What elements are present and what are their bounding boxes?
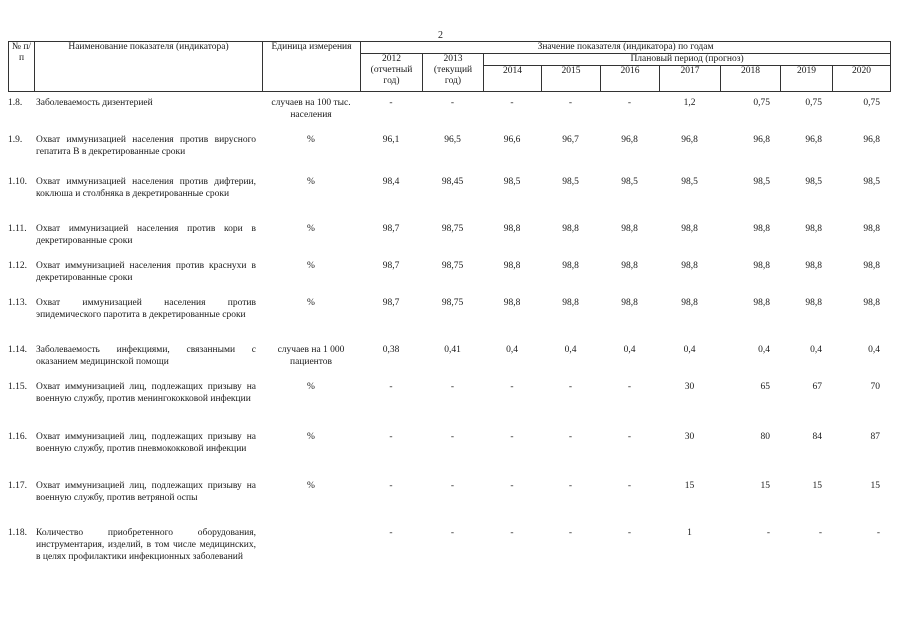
indicator-name: Охват иммунизацией лиц, подлежащих призыву на военную службу, против пневмококковой инфекции: [36, 432, 256, 454]
value-cell: 1: [687, 528, 692, 538]
value-cell: -: [818, 528, 822, 538]
value-cell: 65: [760, 382, 770, 392]
value-cell: -: [876, 528, 880, 538]
value-cell: -: [568, 481, 573, 491]
value-cell: 98,8: [681, 298, 698, 308]
page-number: 2: [438, 30, 443, 41]
unit-cell: %: [307, 432, 315, 442]
value-cell: 98,8: [621, 224, 638, 234]
header-year: 2019: [781, 66, 833, 92]
value-cell: -: [389, 481, 393, 491]
value-cell: 96,6: [503, 135, 521, 145]
unit-cell: %: [307, 135, 315, 145]
value-cell: 0,41: [444, 345, 461, 355]
value-cell: 0,75: [753, 98, 770, 108]
table-row: [8, 297, 890, 344]
value-cell: 98,8: [681, 224, 698, 234]
value-cell: 0,4: [683, 345, 696, 355]
indicator-name: Охват иммунизацией населения против краснухи в декретированные сроки: [36, 261, 256, 283]
indicator-table: [8, 97, 890, 587]
unit-cell: %: [307, 298, 315, 308]
unit-cell: случаев на 1 000 пациентов: [277, 345, 345, 367]
row-number: 1.13.: [8, 298, 27, 308]
value-cell: -: [450, 528, 455, 538]
value-cell: 96,5: [444, 135, 461, 145]
value-cell: 98,8: [503, 298, 521, 308]
row-number: 1.12.: [8, 261, 27, 271]
row-number: 1.17.: [8, 481, 27, 491]
value-cell: 98,8: [562, 261, 579, 271]
table-row: [8, 480, 890, 527]
table-row: [8, 134, 890, 176]
unit-cell: %: [307, 261, 315, 271]
value-cell: -: [450, 98, 455, 108]
value-cell: 96,7: [562, 135, 579, 145]
value-cell: 98,7: [382, 224, 400, 234]
table-row: [8, 223, 890, 260]
header-2013: 2013 (текущий год): [423, 54, 484, 92]
table-row: [8, 527, 890, 587]
unit-cell: %: [307, 177, 315, 187]
unit-cell: [262, 527, 360, 587]
value-cell: 98,8: [621, 298, 638, 308]
value-cell: 0,75: [805, 98, 822, 108]
row-number: 1.8.: [8, 98, 23, 108]
row-number: 1.18.: [8, 528, 27, 538]
value-cell: 98,7: [382, 261, 400, 271]
value-cell: 96,8: [753, 135, 770, 145]
value-cell: 98,4: [382, 177, 400, 187]
value-cell: 98,75: [441, 261, 464, 271]
row-number: 1.14.: [8, 345, 27, 355]
value-cell: -: [389, 528, 393, 538]
value-cell: 98,8: [753, 261, 770, 271]
value-cell: 30: [684, 382, 695, 392]
value-cell: 98,8: [863, 224, 880, 234]
value-cell: -: [568, 382, 573, 392]
indicator-name: Охват иммунизацией населения против дифтерии, коклюша и столбняка в декретированные сроки: [36, 177, 256, 199]
value-cell: 1,2: [683, 98, 696, 108]
value-cell: 98,5: [681, 177, 698, 187]
value-cell: 15: [870, 481, 880, 491]
value-cell: 98,5: [562, 177, 579, 187]
header-year: 2020: [833, 66, 891, 92]
unit-cell: %: [307, 481, 315, 491]
row-number: 1.11.: [8, 224, 27, 234]
value-cell: 80: [760, 432, 770, 442]
table-row: [8, 381, 890, 431]
row-number: 1.10.: [8, 177, 27, 187]
indicator-name: Охват иммунизацией населения против вирусного гепатита В в декретированные сроки: [36, 135, 256, 157]
value-cell: 98,5: [753, 177, 770, 187]
indicator-name: Заболеваемость дизентерией: [36, 98, 153, 108]
indicator-name: Охват иммунизацией населения против кори в декретированные сроки: [36, 224, 256, 246]
header-num: № п/п: [9, 42, 35, 92]
value-cell: -: [568, 432, 573, 442]
value-cell: -: [389, 382, 393, 392]
value-cell: -: [627, 481, 632, 491]
unit-cell: %: [307, 224, 315, 234]
value-cell: 70: [870, 382, 880, 392]
value-cell: -: [627, 528, 632, 538]
value-cell: 98,5: [805, 177, 822, 187]
value-cell: -: [766, 528, 770, 538]
value-cell: -: [510, 528, 514, 538]
indicator-name: Количество приобретенного оборудования, инструментария, изделий, в том числе медицинских, в целях профилактики инфекционных заболеваний: [36, 528, 256, 562]
value-cell: -: [627, 98, 632, 108]
indicator-name: Охват иммунизацией лиц, подлежащих призыву на военную службу, против менингококковой инфекции: [36, 382, 256, 404]
value-cell: 98,8: [805, 298, 822, 308]
value-cell: 0,4: [506, 345, 518, 355]
value-cell: -: [510, 481, 514, 491]
value-cell: -: [627, 432, 632, 442]
header-name: Наименование показателя (индикатора): [35, 42, 263, 92]
table-row: [8, 176, 890, 223]
row-number: 1.15.: [8, 382, 27, 392]
value-cell: -: [450, 382, 455, 392]
value-cell: 15: [760, 481, 770, 491]
header-unit: Единица измерения: [263, 42, 361, 92]
value-cell: 98,7: [382, 298, 400, 308]
header-values: Значение показателя (индикатора) по годам: [361, 42, 891, 54]
value-cell: 0,4: [758, 345, 770, 355]
value-cell: -: [568, 98, 573, 108]
header-year: 2014: [484, 66, 542, 92]
value-cell: 98,75: [441, 224, 464, 234]
value-cell: 0,4: [810, 345, 822, 355]
indicator-name: Охват иммунизацией населения против эпидемического паротита в декретированные сроки: [36, 298, 256, 320]
header-year: 2016: [601, 66, 660, 92]
table-header: [8, 41, 891, 92]
value-cell: 98,8: [753, 224, 770, 234]
value-cell: -: [510, 432, 514, 442]
value-cell: 87: [870, 432, 880, 442]
value-cell: 67: [812, 382, 822, 392]
value-cell: -: [389, 432, 393, 442]
value-cell: -: [568, 528, 573, 538]
header-2012: 2012 (отчетный год): [361, 54, 423, 92]
value-cell: 98,8: [621, 261, 638, 271]
value-cell: 98,8: [503, 224, 521, 234]
value-cell: 98,8: [805, 224, 822, 234]
value-cell: 30: [684, 432, 695, 442]
table-row: [8, 97, 890, 134]
value-cell: 98,8: [753, 298, 770, 308]
value-cell: 0,4: [564, 345, 577, 355]
value-cell: 96,1: [382, 135, 400, 145]
unit-cell: %: [307, 382, 315, 392]
value-cell: 96,8: [681, 135, 698, 145]
value-cell: -: [450, 432, 455, 442]
value-cell: 98,8: [805, 261, 822, 271]
value-cell: -: [510, 382, 514, 392]
value-cell: -: [510, 98, 514, 108]
header-year: 2017: [660, 66, 721, 92]
unit-cell: случаев на 100 тыс. населения: [271, 98, 351, 120]
indicator-name: Охват иммунизацией лиц, подлежащих призыву на военную службу, против ветряной оспы: [36, 481, 256, 503]
value-cell: 0,4: [623, 345, 636, 355]
value-cell: 15: [812, 481, 822, 491]
header-plan: Плановый период (прогноз): [484, 54, 891, 66]
value-cell: 96,8: [863, 135, 880, 145]
value-cell: 0,4: [868, 345, 880, 355]
value-cell: -: [627, 382, 632, 392]
value-cell: 98,8: [863, 298, 880, 308]
table-row: [8, 344, 890, 381]
value-cell: 98,5: [503, 177, 521, 187]
value-cell: 0,38: [382, 345, 400, 355]
value-cell: 98,8: [863, 261, 880, 271]
table-row: [8, 260, 890, 297]
value-cell: 98,5: [863, 177, 880, 187]
table-row: [8, 431, 890, 480]
value-cell: 96,8: [805, 135, 822, 145]
indicator-name: Заболеваемость инфекциями, связанными с оказанием медицинской помощи: [36, 345, 256, 367]
header-year: 2018: [721, 66, 781, 92]
value-cell: 98,8: [681, 261, 698, 271]
value-cell: 96,8: [621, 135, 638, 145]
row-number: 1.9.: [8, 135, 23, 145]
value-cell: 98,45: [441, 177, 464, 187]
value-cell: 98,5: [621, 177, 638, 187]
value-cell: -: [450, 481, 455, 491]
row-number: 1.16.: [8, 432, 27, 442]
header-year: 2015: [542, 66, 601, 92]
value-cell: 98,8: [503, 261, 521, 271]
value-cell: 98,8: [562, 224, 579, 234]
value-cell: 0,75: [863, 98, 880, 108]
value-cell: 98,8: [562, 298, 579, 308]
value-cell: 98,75: [441, 298, 464, 308]
value-cell: -: [389, 98, 393, 108]
value-cell: 15: [684, 481, 695, 491]
value-cell: 84: [812, 432, 822, 442]
